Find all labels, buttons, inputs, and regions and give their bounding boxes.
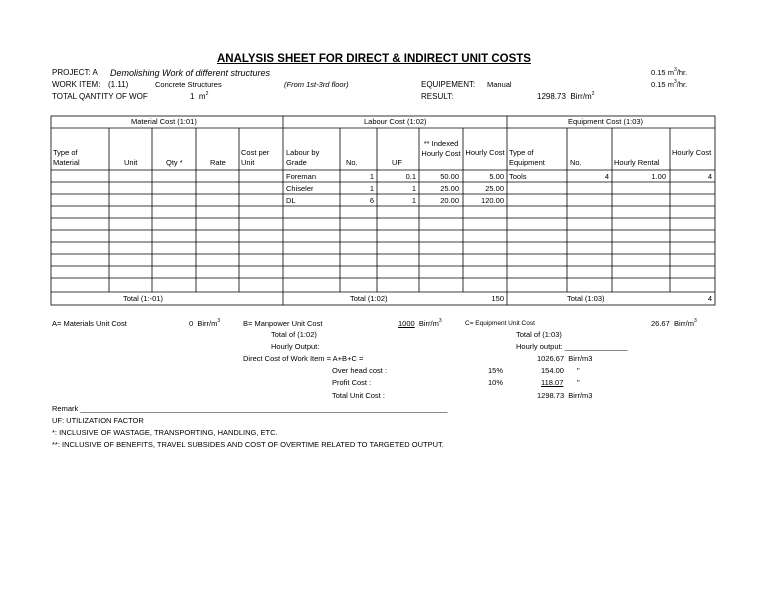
col-labour-indexed: ** Indexed Hourly Cost <box>421 139 461 158</box>
work-item-name: Concrete Structures <box>155 80 222 89</box>
col-material-rate: Rate <box>210 158 226 167</box>
labour-no-cell: 1 <box>369 172 374 181</box>
result-label: RESULT: <box>421 92 454 101</box>
labour-grade-cell: Foreman <box>286 172 317 181</box>
col-equipment-hourly: Hourly Cost <box>672 148 712 157</box>
labour-uf-cell: 1 <box>411 196 416 205</box>
materials-unit-cost-value: 0 Birr/$m^3$ <box>189 318 221 328</box>
labour-indexed-cell: 20.00 <box>440 196 459 205</box>
equipment-unit-cost-value: 26.67 Birr/$m^3$ <box>651 318 697 328</box>
col-labour-grade: Labour by Grade <box>286 148 320 167</box>
labour-indexed-cell: 25.00 <box>440 184 459 193</box>
col-equipment-rental: Hourly Rental <box>614 158 660 167</box>
work-item-label: WORK ITEM: <box>52 80 101 89</box>
col-labour-uf: UF <box>392 158 402 167</box>
col-equipment-type: Type of Equipment <box>509 148 545 167</box>
labour-uf-cell: 0.1 <box>405 172 416 181</box>
labour-indexed-cell: 50.00 <box>440 172 459 181</box>
materials-unit-cost-label: A= Materials Unit Cost <box>52 319 127 328</box>
project-value: Demolishing Work of different structures <box>110 68 271 78</box>
total-qty-label: TOTAL QANTITY OF WOF <box>52 92 148 101</box>
star-note: *: INCLUSIVE OF WASTAGE, TRANSPORTING, HANDLING, ETC. <box>52 428 278 437</box>
page-title: ANALYSIS SHEET FOR DIRECT & INDIRECT UNIT COSTS <box>217 53 531 65</box>
manpower-unit-cost-label: B= Manpower Unit Cost <box>243 319 323 328</box>
total-labour-value: 150 <box>491 294 504 303</box>
total-unit-cost-value: 1298.73 Birr/m3 <box>537 391 593 400</box>
material-cost-header: Material Cost (1:01) <box>131 117 197 126</box>
col-material-cost: Cost per Unit <box>241 148 270 167</box>
total-material-label: Total (1:-01) <box>123 294 164 303</box>
labour-no-cell: 1 <box>369 184 374 193</box>
overhead-label: Over head cost : <box>332 366 388 375</box>
work-item-floor: (From 1st-3rd floor) <box>284 80 349 89</box>
equipment-unit-cost-label: C= Equipment Unit Cost <box>465 320 535 327</box>
equipment-cost-header: Equipment Cost (1:03) <box>568 117 644 126</box>
col-equipment-no: No. <box>570 158 582 167</box>
labour-cost-header: Labour Cost (1:02) <box>364 117 427 126</box>
work-item-code: (1.11) <box>108 80 129 89</box>
total-of-103: Total of (1:03) <box>516 330 562 339</box>
overhead-value: 154.00 <box>541 366 564 375</box>
total-qty-value: 1 $m^2$ <box>190 91 209 101</box>
direct-cost-value: 1026.67 Birr/m3 <box>537 354 593 363</box>
hourly-output-2: Hourly output: _______________ <box>516 342 628 351</box>
total-labour-label: Total (1:02) <box>350 294 388 303</box>
hourly-output-1: Hourly Output: <box>271 342 320 351</box>
manpower-unit-cost-value: 1000 Birr/$m^3$ <box>398 318 442 328</box>
col-material-type: Type of Material <box>53 148 80 167</box>
equipment-value: Manual <box>487 80 512 89</box>
equipment-label: EQUIPEMENT: <box>421 80 476 89</box>
profit-pct: 10% <box>488 378 504 387</box>
profit-mark: " <box>577 378 580 387</box>
labour-hourly-cell: 5.00 <box>489 172 504 181</box>
col-material-qty: Qty * <box>166 158 183 167</box>
rate-2: 0.15 $m^3/hr$. <box>651 79 688 89</box>
rate-1: 0.15 $m^3/hr$. <box>651 67 688 77</box>
total-of-102: Total of (1:02) <box>271 330 317 339</box>
col-material-unit: Unit <box>124 158 138 167</box>
labour-hourly-cell: 120.00 <box>481 196 504 205</box>
labour-no-cell: 6 <box>369 196 374 205</box>
labour-hourly-cell: 25.00 <box>485 184 504 193</box>
direct-cost-label: Direct Cost of Work Item = A+B+C = <box>243 354 364 363</box>
uf-note: UF: UTILIZATION FACTOR <box>52 416 144 425</box>
profit-label: Profit Cost : <box>332 378 372 387</box>
double-star-note: **: INCLUSIVE OF BENEFITS, TRAVEL SUBSIDES AND COST OF OVERTIME RELATED TO TARGETED OUTPUT. <box>52 440 444 449</box>
col-labour-no: No. <box>346 158 358 167</box>
equipment-no-cell: 4 <box>604 172 609 181</box>
remark-line: Remark ________________________________________________________________________________________ <box>52 404 448 413</box>
labour-grade-cell: DL <box>286 196 296 205</box>
overhead-mark: " <box>577 366 580 375</box>
total-equipment-value: 4 <box>707 294 712 303</box>
labour-uf-cell: 1 <box>411 184 416 193</box>
equipment-rental-cell: 1.00 <box>651 172 666 181</box>
total-equipment-label: Total (1:03) <box>567 294 605 303</box>
result-value: 1298.73 Birr/$m^2$ <box>537 91 595 101</box>
overhead-pct: 15% <box>488 366 504 375</box>
equipment-hourly-cell: 4 <box>707 172 712 181</box>
total-unit-cost-label: Total Unit Cost : <box>332 391 385 400</box>
equipment-type-cell: Tools <box>509 172 527 181</box>
labour-grade-cell: Chiseler <box>286 184 314 193</box>
profit-value: 118.07 <box>541 378 564 387</box>
col-labour-hourly: Hourly Cost <box>465 148 505 157</box>
project-label: PROJECT: A <box>52 68 98 77</box>
